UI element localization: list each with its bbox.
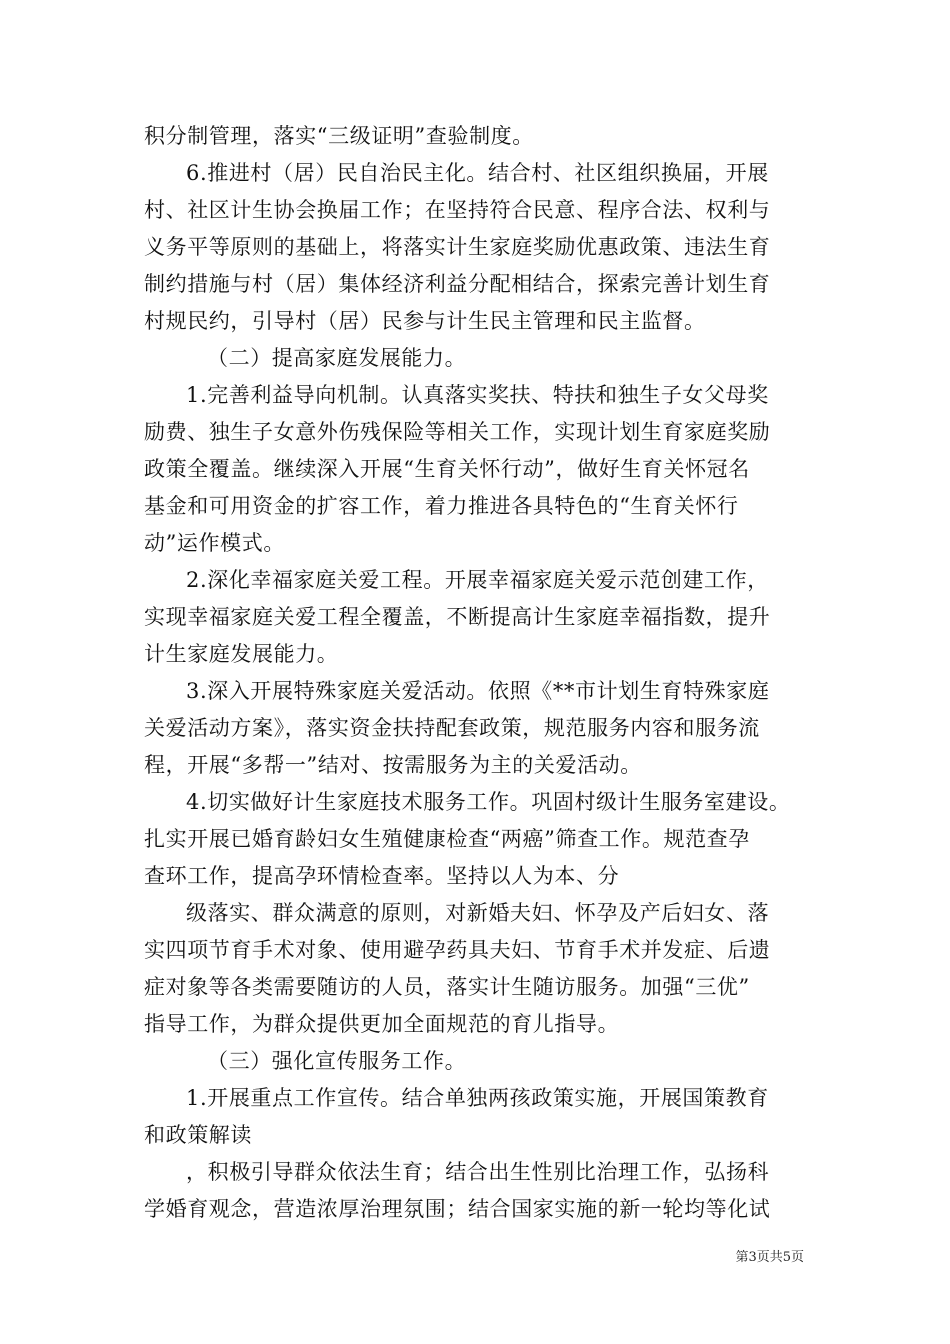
text-line: 励费、独生子女意外伤残保险等相关工作，实现计划生育家庭奖励 bbox=[144, 420, 771, 444]
text-line: 积分制管理，落实“三级证明”查验制度。 bbox=[144, 124, 534, 148]
page-number-label: 第3页共5页 bbox=[735, 1250, 804, 1265]
text-line: 动”运作模式。 bbox=[144, 531, 285, 555]
text-line: ，积极引导群众依法生育；结合出生性别比治理工作，弘扬科 bbox=[186, 1160, 770, 1184]
text-line: 实现幸福家庭关爱工程全覆盖，不断提高计生家庭幸福指数，提升 bbox=[144, 605, 771, 629]
text-line: 政策全覆盖。继续深入开展“生育关怀行动”，做好生育关怀冠名 bbox=[144, 457, 750, 481]
text-line: 和政策解读 bbox=[144, 1123, 252, 1147]
text-line: 扎实开展已婚育龄妇女生殖健康检查“两癌”筛查工作。规范查孕 bbox=[144, 827, 750, 851]
text-line: 制约措施与村（居）集体经济利益分配相结合，探索完善计划生育 bbox=[144, 272, 771, 296]
text-line: 1.开展重点工作宣传。结合单独两孩政策实施，开展国策教育 bbox=[186, 1086, 769, 1110]
text-line: 学婚育观念，营造浓厚治理氛围；结合国家实施的新一轮均等化试 bbox=[144, 1197, 771, 1221]
text-line: 实四项节育手术对象、使用避孕药具夫妇、节育手术并发症、后遗 bbox=[144, 938, 771, 962]
text-line: 2.深化幸福家庭关爱工程。开展幸福家庭关爱示范创建工作， bbox=[186, 568, 769, 592]
text-line: 6.推进村（居）民自治民主化。结合村、社区组织换届，开展 bbox=[186, 161, 769, 185]
text-line: 级落实、群众满意的原则，对新婚夫妇、怀孕及产后妇女、落 bbox=[186, 901, 770, 925]
text-line: 查环工作，提高孕环情检查率。坚持以人为本、分 bbox=[144, 864, 620, 888]
text-line: 义务平等原则的基础上，将落实计生家庭奖励优惠政策、违法生育 bbox=[144, 235, 771, 259]
text-line: 指导工作，为群众提供更加全面规范的育儿指导。 bbox=[144, 1012, 620, 1036]
text-line: 3.深入开展特殊家庭关爱活动。依照《**市计划生育特殊家庭 bbox=[186, 679, 770, 703]
section-heading: （二）提高家庭发展能力。 bbox=[207, 346, 467, 370]
document-body bbox=[144, 118, 816, 1228]
text-line: 4.切实做好计生家庭技术服务工作。巩固村级计生服务室建设。 bbox=[186, 790, 791, 814]
text-line: 村规民约，引导村（居）民参与计生民主管理和民主监督。 bbox=[144, 309, 706, 333]
text-line: 基金和可用资金的扩容工作，着力推进各具特色的“生育关怀行 bbox=[144, 494, 739, 518]
text-line: 村、社区计生协会换届工作；在坚持符合民意、程序合法、权利与 bbox=[144, 198, 771, 222]
text-line: 计生家庭发展能力。 bbox=[144, 642, 339, 666]
text-line: 程，开展“多帮一”结对、按需服务为主的关爱活动。 bbox=[144, 753, 642, 777]
section-heading: （三）强化宣传服务工作。 bbox=[207, 1049, 467, 1073]
text-line: 1.完善利益导向机制。认真落实奖扶、特扶和独生子女父母奖 bbox=[186, 383, 769, 407]
text-line: 关爱活动方案》，落实资金扶持配套政策，规范服务内容和服务流 bbox=[144, 716, 760, 740]
text-line: 症对象等各类需要随访的人员，落实计生随访服务。加强“三优” bbox=[144, 975, 750, 999]
